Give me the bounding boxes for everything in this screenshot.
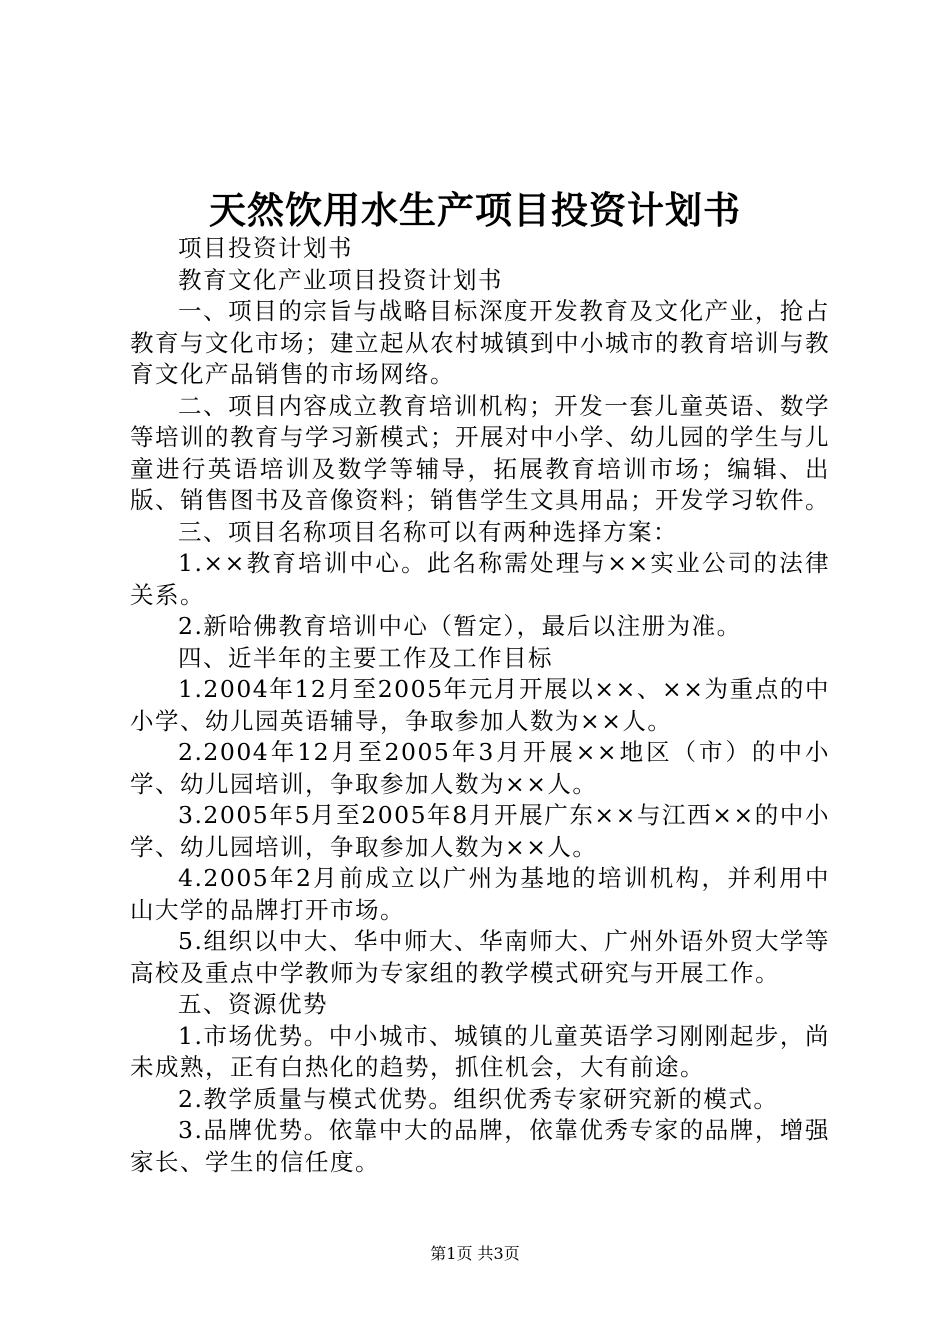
paragraph: 项目投资计划书: [178, 234, 353, 262]
paragraph: 5.组织以中大、华中师大、华南师大、广州外语外贸大学等高校及重点中学教师为专家组的教学模式研究与开展工作。: [130, 927, 830, 987]
paragraph: 1.2004年12月至2005年元月开展以××、××为重点的中小学、幼儿园英语辅导，争取参加人数为××人。: [130, 675, 830, 735]
paragraph: 3.品牌优势。依靠中大的品牌，依靠优秀专家的品牌，增强家长、学生的信任度。: [130, 1116, 830, 1176]
paragraph: 四、近半年的主要工作及工作目标: [178, 643, 553, 672]
paragraph: 2.教学质量与模式优势。组织优秀专家研究新的模式。: [178, 1084, 779, 1113]
paragraph: 1.市场优势。中小城市、城镇的儿童英语学习刚刚起步，尚未成熟，正有白热化的趋势，抓住机会，大有前途。: [130, 1021, 830, 1081]
paragraph: 1.××教育培训中心。此名称需处理与××实业公司的法律关系。: [130, 549, 830, 609]
paragraph: 五、资源优势: [178, 990, 328, 1018]
paragraph: 二、项目内容成立教育培训机构；开发一套儿童英语、数学等培训的教育与学习新模式；开展对中小学、幼儿园的学生与儿童进行英语培训及数学等辅导，拓展教育培训市场；编辑、出版、销售图书及音像资料；销售学生文具用品；开发学习软件。: [130, 391, 830, 514]
paragraph: 2.新哈佛教育培训中心（暂定），最后以注册为准。: [178, 612, 742, 640]
paragraph: 4.2005年2月前成立以广州为基地的培训机构，并利用中山大学的品牌打开市场。: [130, 864, 830, 924]
paragraph: 三、项目名称项目名称可以有两种选择方案：: [178, 517, 678, 546]
paragraph: 教育文化产业项目投资计划书: [178, 265, 503, 294]
page-footer: 第1页 共3页: [430, 1244, 520, 1263]
document-title: 天然饮用水生产项目投资计划书: [209, 188, 741, 232]
document-body: [130, 233, 830, 1178]
paragraph: 2.2004年12月至2005年3月开展××地区（市）的中小学、幼儿园培训，争取参加人数为××人。: [130, 738, 830, 798]
paragraph: 3.2005年5月至2005年8月开展广东××与江西××的中小学、幼儿园培训，争取参加人数为××人。: [130, 801, 830, 861]
paragraph: 一、项目的宗旨与战略目标深度开发教育及文化产业，抢占教育与文化市场；建立起从农村城镇到中小城市的教育培训与教育文化产品销售的市场网络。: [130, 297, 830, 388]
